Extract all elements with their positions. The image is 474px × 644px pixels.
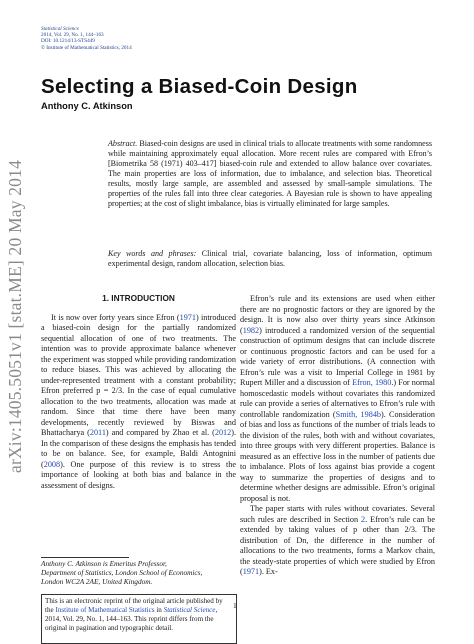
citation-biswas-2011[interactable]: 2011	[89, 428, 106, 437]
citation-efron-1980[interactable]: Efron, 1980	[352, 378, 392, 387]
citation-baldi-2008[interactable]: 2008	[43, 459, 61, 469]
journal-doi[interactable]: DOI: 10.1214/13-STS449	[41, 38, 95, 45]
citation-atkinson-1982[interactable]: 1982	[242, 325, 260, 335]
keywords	[108, 249, 432, 269]
journal-volume: 2014, Vol. 29, No. 1, 144–163	[41, 32, 104, 39]
section-2-link[interactable]: 2	[361, 514, 366, 524]
keywords-label: Key words and phrases:	[108, 249, 197, 258]
journal-link[interactable]: Statistical Science	[163, 606, 216, 614]
right-column	[240, 294, 435, 578]
right-paragraph-2: The paper starts with rules without covariates. Several such rules are described in Section 2. Efron’s rule can be extended by taking values of p other than 2/3. The distribution of Dn, the difference in the number of allocations to the two treatments, forms a Markov chain, the steady-state properties of which were studied by Efron (1971). Ex-	[240, 504, 435, 576]
journal-copyright: © Institute of Mathematical Statistics, 2014	[41, 44, 132, 51]
keywords-text: Clinical trial, covariate balancing, loss of information, optimum experimental design, random allocation, selection bias.	[108, 249, 432, 269]
journal-metadata	[41, 26, 132, 51]
citation-efron-1971[interactable]: 1971	[179, 312, 196, 322]
left-column	[41, 292, 236, 491]
footnote-line: Department of Statistics, London School of Economics,	[41, 568, 203, 578]
paper-title: Selecting a Biased-Coin Design	[41, 75, 358, 98]
abstract	[108, 139, 432, 209]
footnote-rule	[41, 557, 129, 558]
author-footnote	[41, 559, 237, 587]
journal-name[interactable]: Statistical Science	[41, 26, 79, 32]
page-number: 1	[233, 601, 237, 610]
ims-link[interactable]: Institute of Mathematical Statistics	[55, 606, 155, 614]
citation-zhao-2012[interactable]: 2012	[214, 428, 232, 437]
arxiv-stamp-text: arXiv:1405.5051v1 [stat.ME] 20 May 2014	[5, 159, 26, 473]
citation-efron-1971-right[interactable]: 1971	[242, 567, 260, 576]
paper-author: Anthony C. Atkinson	[41, 101, 133, 111]
reprint-notice-box: This is an electronic reprint of the original article published by the Institute of Mathematical Statistics in Statistical Science, 2014, Vol. 29, No. 1, 144–163. This reprint differs from the original in pagination and typographic detail.	[41, 594, 237, 644]
citation-smith-1984b[interactable]: Smith, 1984b	[335, 409, 382, 419]
right-paragraph-1: Efron’s rule and its extensions are used when either there are no prognostic factors or they are ignored by the design. It is now also over thirty years since Atkinson (1982) introduced a randomized version of the sequential construction of optimum designs that can include discrete or continuous prognostic factors and can be used for a wide variety of error distributions. (A connection with Efron’s rule was a visit to Imperial College in 1981 by Rupert Miller and a discussion of Efron, 1980.) For normal homoscedastic models without covariates this randomized rule can provide a series of alternatives to Efron’s rule with controllable randomization (Smith, 1984b). Consideration of bias and loss as functions of the number of trials leads to the division of the rules, both with and without covariates, into three groups with very different properties. Balance is measured as an effective loss in the number of patients due to imbalance. Plots of loss against bias provide a cogent way to summarize the properties of designs and to determine whether designs are admissible. Efron’s original proposal is not.	[240, 294, 435, 503]
arxiv-identifier-stamp	[4, 126, 28, 506]
abstract-text: Biased-coin designs are used in clinical trials to allocate treatments with some randomness while maintaining approximately equal allocation. More recent rules are compared with Efron’s [Biometrika 58 (1971) 403–417] biased-coin rule and extended to allow balance over covariates. The main properties are loss of information, due to imbalance, and selection bias. Theoretical results, mostly large sample, are assembled and assessed by small-sample simulations. The properties of the rules fall into three clear categories. A Bayesian rule is shown to have appealing properties; at the cost of slight imbalance, bias is virtually eliminated for large samples.	[108, 139, 432, 209]
abstract-label: Abstract.	[108, 139, 138, 148]
footnote-line: London WC2A 2AE, United Kingdom.	[41, 577, 153, 587]
footnote-line: Anthony C. Atkinson is Emeritus Professor,	[41, 559, 167, 568]
intro-paragraph: It is now over forty years since Efron (1971) introduced a biased-coin design for the partially randomized sequential allocation of one of two treatments. The intention was to provide approximate balance whenever the experiment was stopped while providing randomization to reduce biases. This was achieved by allocating the under-represented treatment with a constant probability; Efron preferred p = 2/3. In the case of equal cumulative allocation to the two treatments, allocation was made at random. Since that time there have been many developments, recently reviewed by Biswas and Bhattacharya (2011) and compared by Zhao et al. (2012). In the comparison of these designs the emphasis has tended to be on balance. See, for example, Baldi Antognini (2008). One purpose of this review is to stress the importance of looking at both bias and balance in the assessment of designs.	[41, 312, 236, 490]
section-heading-introduction: 1. INTRODUCTION	[102, 293, 175, 303]
